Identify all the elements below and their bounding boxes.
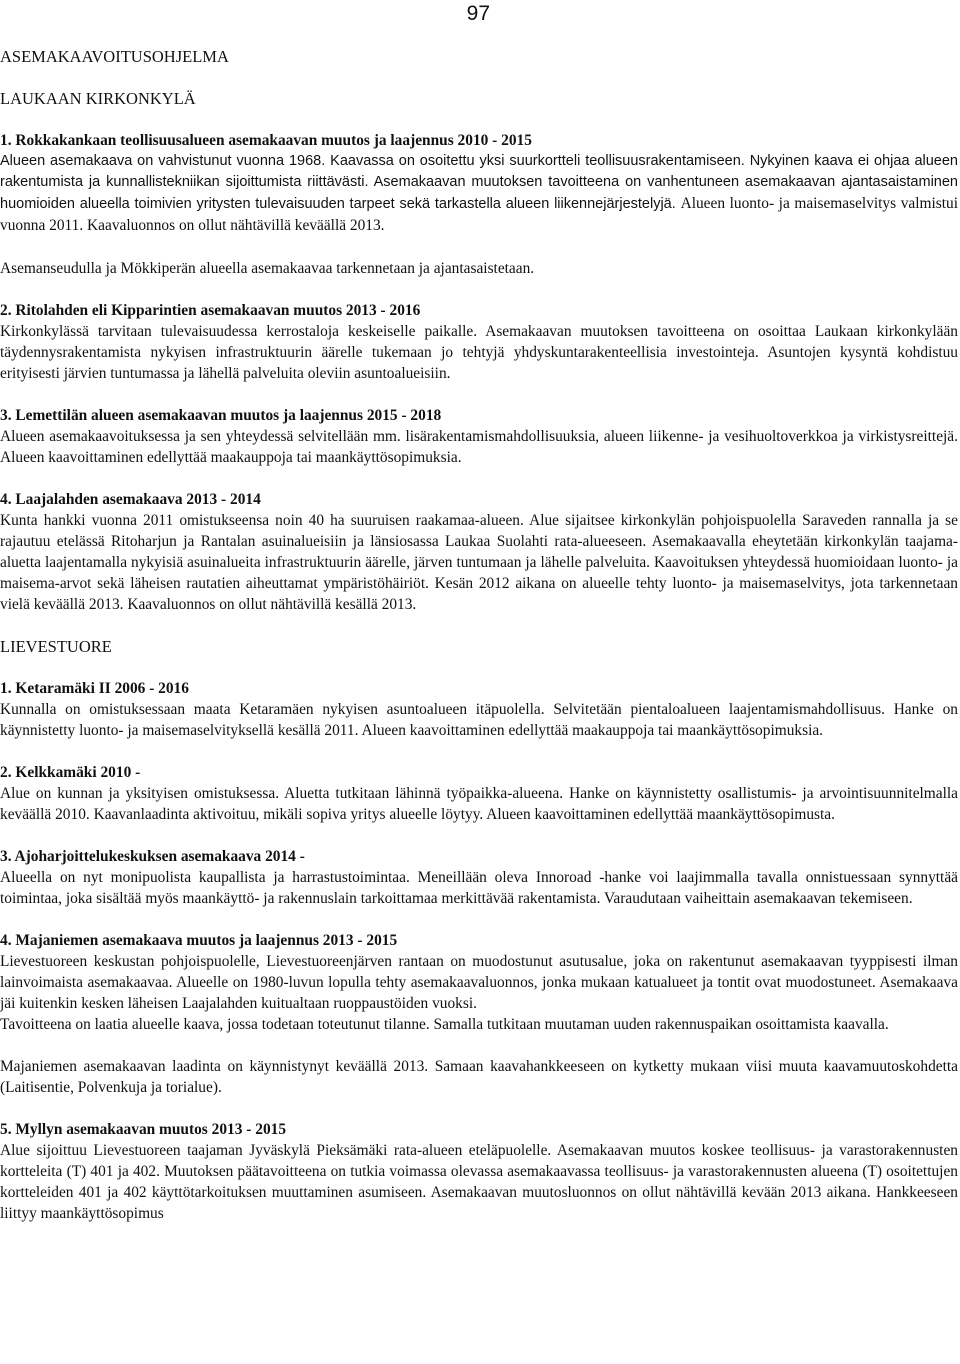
section-text: Alue on kunnan ja yksityisen omistuksessa. Aluetta tutkitaan lähinnä työpaikka-alueena. Hanke on käynnistetty osallistumis- ja arvointisuunnitelmalla keväällä 2010. Kaavanlaadinta aktivoituu, mikäli sopiva yritys alueelle löytyy. Alueen kaavoittaminen edellyttää maankäyttösopimusta.: [0, 785, 958, 823]
document-body: [0, 46, 958, 1224]
section-ritolahti: [0, 300, 958, 384]
section-kelkkamaki: [0, 762, 958, 825]
section-text: Kunta hankki vuonna 2011 omistukseensa noin 40 ha suuruisen raakamaa-alueen. Alue sijaitsee kirkonkylän pohjoispuolella Saraveden rannalla ja se rajautuu etelässä Ritoharjun ja Rantalan asuinalueisiin ja länsiosassa Laukaa Suolahti rata-alueeseen. Asemakaavalla eheytetään kirkonkylän taajama-aluetta laajentamalla nykyisiä asuinalueita infrastruktuurin äärelle, järven tuntumaan ja lähelle palveluita. Kaavoituksen yhteydessä huomioidaan luonto- ja maisema-arvot sekä läheisen rautatien aiheuttamat ympäristöhäiriöt. Kesän 2012 aikana on alueelle tehty luonto- ja maisemaselvitys, jota tarkennetaan vielä keväällä 2013. Kaavaluonnos on ollut nähtävillä kesällä 2013.: [0, 512, 958, 613]
section-text-2: Tavoitteena on laatia alueelle kaava, jossa todetaan toteutunut tilanne. Samalla tutkitaan muutaman uuden rakennuspaikan osoittamista kaavalla.: [0, 1016, 889, 1033]
section-extra: Asemanseudulla ja Mökkiperän alueella asemakaavaa tarkennetaan ja ajantasaistetaan.: [0, 260, 535, 277]
section-rokkakangas: [0, 130, 958, 279]
section-title: 1. Rokkakankaan teollisuusalueen asemakaavan muutos ja laajennus 2010 - 2015: [0, 132, 532, 149]
section-text-serif: Alueen luonto- ja maisemaselvitys valmistui vuonna 2011. Kaavaluonnos on ollut nähtävillä keväällä 2013.: [0, 195, 959, 234]
section-title: 3. Lemettilän alueen asemakaavan muutos ja laajennus 2015 - 2018: [0, 407, 442, 424]
section-title: 2. Ritolahden eli Kipparintien asemakaavan muutos 2013 - 2016: [0, 302, 421, 319]
section-title: 3. Ajoharjoittelukeskuksen asemakaava 2014 -: [0, 848, 305, 865]
section-text-3: Majaniemen asemakaavan laadinta on käynnistynyt keväällä 2013. Samaan kaavahankkeeseen on kytketty mukaan viisi muuta kaavamuutoskohdetta (Laitisentie, Polvenkuja ja torialue).: [0, 1058, 958, 1096]
section-text: Alueen asemakaavoituksessa ja sen yhteydessä selvitellään mm. lisärakentamismahdollisuuksia, alueen liikenne- ja vesihuoltoverkkoa ja virkistysreittejä. Alueen kaavoittaminen edellyttää maakauppoja tai maankäyttösopimuksia.: [0, 428, 958, 466]
section-title: 2. Kelkkamäki 2010 -: [0, 764, 141, 781]
section-mylly: [0, 1119, 958, 1224]
section-title: 4. Majaniemen asemakaava muutos ja laajennus 2013 - 2015: [0, 932, 398, 949]
section-title: 1. Ketaramäki II 2006 - 2016: [0, 680, 189, 697]
section-ketaramaki: [0, 678, 958, 741]
section-ajoharjoittelukeskus: [0, 846, 958, 909]
section-text: Alueella on nyt monipuolista kaupallista ja harrastustoimintaa. Meneillään oleva Innoroad -hanke voi laajimmalla tavalla onnistuessaan synnyttää toimintaa, joka sisältää myös maankäyttö- ja rakennuslain tarkoittamaa merkittävää rakentamista. Varaudutaan vaiheittain asemakaavan tekemiseen.: [0, 869, 958, 907]
section-text: Alue sijoittuu Lievestuoreen taajaman Jyväskylä Pieksämäki rata-alueen eteläpuolelle. Asemakaavan muutos koskee teollisuus- ja varastorakennusten kortteleita (T) 401 ja 402. Muutoksen päätavoitteena on tutkia voimassa olevassa asemakaavassa teollisuus- ja varastorakennusten alueena (T) osoitettujen kortteleiden 401 ja 402 käyttötarkoituksen muuttaminen asumiseen. Asemakaavan muutosluonnos on ollut nähtävillä kevään 2013 aikana. Hankkeeseen liittyy maankäyttösopimus: [0, 1142, 958, 1222]
section-laajalahti: [0, 489, 958, 615]
section-text: Kirkonkylässä tarvitaan tulevaisuudessa kerrostaloja keskeiselle paikalle. Asemakaavan muutoksen tavoitteena on osoittaa Laukaan kirkonkylään täydennysrakentamista nykyisen infrastruktuurin äärelle tukemaan jo tehtyjä yhdyskuntarakenteellisia investointeja. Asuntojen kysyntä kohdistuu erityisesti järvien tuntumassa ja lähellä palveluita oleviin asuntoalueisiin.: [0, 323, 958, 382]
section-lemettila: [0, 405, 958, 468]
region-heading-laukaa: LAUKAAN KIRKONKYLÄ: [0, 89, 196, 108]
section-text: Alueen asemakaava on vahvistunut vuonna 1968. Kaavassa on osoitettu yksi suurkortteli teollisuusrakentamiseen. Nykyinen kaava ei ohjaa alueen rakentumista ja kunnallistekniikan sijoittumista riittävästi. Asemakaavan muutoksen tavoitteena on vanhentuneen asemakaavan ajantasaistaminen huomioiden alueella toimivien yritysten tulevaisuuden tarpeet sekä tarkastella alueen liikennejärjestelyjä. Alueen luonto- ja maisemaselvitys valmistui vuonna 2011. Kaavaluonnos on ollut nähtävillä keväällä 2013.: [0, 153, 959, 234]
document-title: ASEMAKAAVOITUSOHJELMA: [0, 47, 229, 66]
section-title: 4. Laajalahden asemakaava 2013 - 2014: [0, 491, 261, 508]
section-text: Kunnalla on omistuksessaan maata Ketaramäen nykyisen asuntoalueen itäpuolella. Selvitetään pientaloalueen laajentamismahdollisuus. Hanke on käynnistetty luonto- ja maisemaselvityksellä kesällä 2011. Alueen kaavoittaminen edellyttää maakauppoja tai maankäyttösopimuksia.: [0, 701, 958, 739]
section-title: 5. Myllyn asemakaavan muutos 2013 - 2015: [0, 1121, 287, 1138]
section-majaniemi: [0, 930, 958, 1098]
region-heading-lievestuore: LIEVESTUORE: [0, 637, 112, 656]
page-number: 97: [466, 2, 490, 25]
section-text: Lievestuoreen keskustan pohjoispuolelle, Lievestuoreenjärven rantaan on muodostunut asutusalue, joka on rakentunut asemakaavan tyyppisesti ilman lainvoimaista asemakaavaa. Alueelle on 1980-luvun lopulla tehty asemakaavaluonnos, jonka mukaan katualueet ja tontit ovat muodostuneet. Asemakaava jäi kuitenkin kesken läheisen Laajalahden kuitualtaan ruoppaustöiden vuoksi.: [0, 953, 958, 1012]
